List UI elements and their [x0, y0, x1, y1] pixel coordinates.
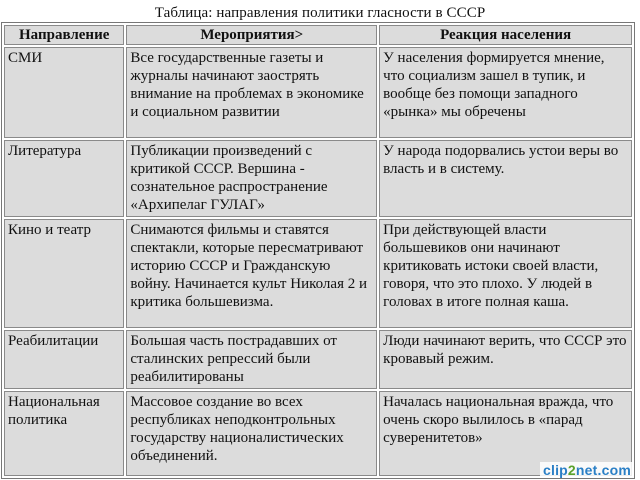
cell-reaction: У народа подорвались устои веры во власть и в систему. — [379, 140, 632, 217]
header-reaction: Реакция населения — [379, 25, 632, 45]
table-row — [4, 391, 632, 476]
cell-reaction: Началась национальная вражда, что очень скоро вылилось в «парад суверенитетов» — [379, 391, 632, 476]
cell-measures: Все государственные газеты и журналы начинают заострять внимание на проблемах в экономике и социальном развитии — [126, 47, 377, 138]
cell-reaction: Люди начинают верить, что СССР это кровавый режим. — [379, 330, 632, 389]
table-row — [4, 330, 632, 389]
table-row — [4, 219, 632, 328]
watermark-logo — [540, 462, 634, 478]
cell-direction: СМИ — [4, 47, 124, 138]
watermark-text-clip: clip — [543, 462, 568, 478]
header-measures: Мероприятия> — [126, 25, 377, 45]
cell-measures: Снимаются фильмы и ставятся спектакли, которые пересматривают историю СССР и Гражданскую войну. Начинается культ Николая 2 и критика большевизма. — [126, 219, 377, 328]
cell-measures: Массовое создание во всех республиках неподконтрольных государству националистических объединений. — [126, 391, 377, 476]
cell-reaction: У населения формируется мнение, что социализм зашел в тупик, и вообще без помощи западного «рынка» мы обречены — [379, 47, 632, 138]
table-row — [4, 140, 632, 217]
table-row — [4, 47, 632, 138]
table-header-row — [4, 25, 632, 45]
cell-measures: Публикации произведений с критикой СССР. Вершина - сознательное распространение «Архипелаг ГУЛАГ» — [126, 140, 377, 217]
cell-direction: Кино и театр — [4, 219, 124, 328]
cell-direction: Национальная политика — [4, 391, 124, 476]
cell-direction: Реабилитации — [4, 330, 124, 389]
cell-direction: Литература — [4, 140, 124, 217]
header-direction: Направление — [4, 25, 124, 45]
watermark-text-2: 2 — [567, 462, 576, 478]
watermark-text-net: net.com — [575, 462, 631, 478]
policy-table — [1, 22, 635, 479]
table-title: Таблица: направления политики гласности в СССР — [154, 5, 486, 21]
cell-reaction: При действующей власти большевиков они начинают критиковать истоки своей власти, говоря, что это плохо. У людей в головах в итоге полная каша. — [379, 219, 632, 328]
cell-measures: Большая часть пострадавших от сталинских репрессий были реабилитированы — [126, 330, 377, 389]
